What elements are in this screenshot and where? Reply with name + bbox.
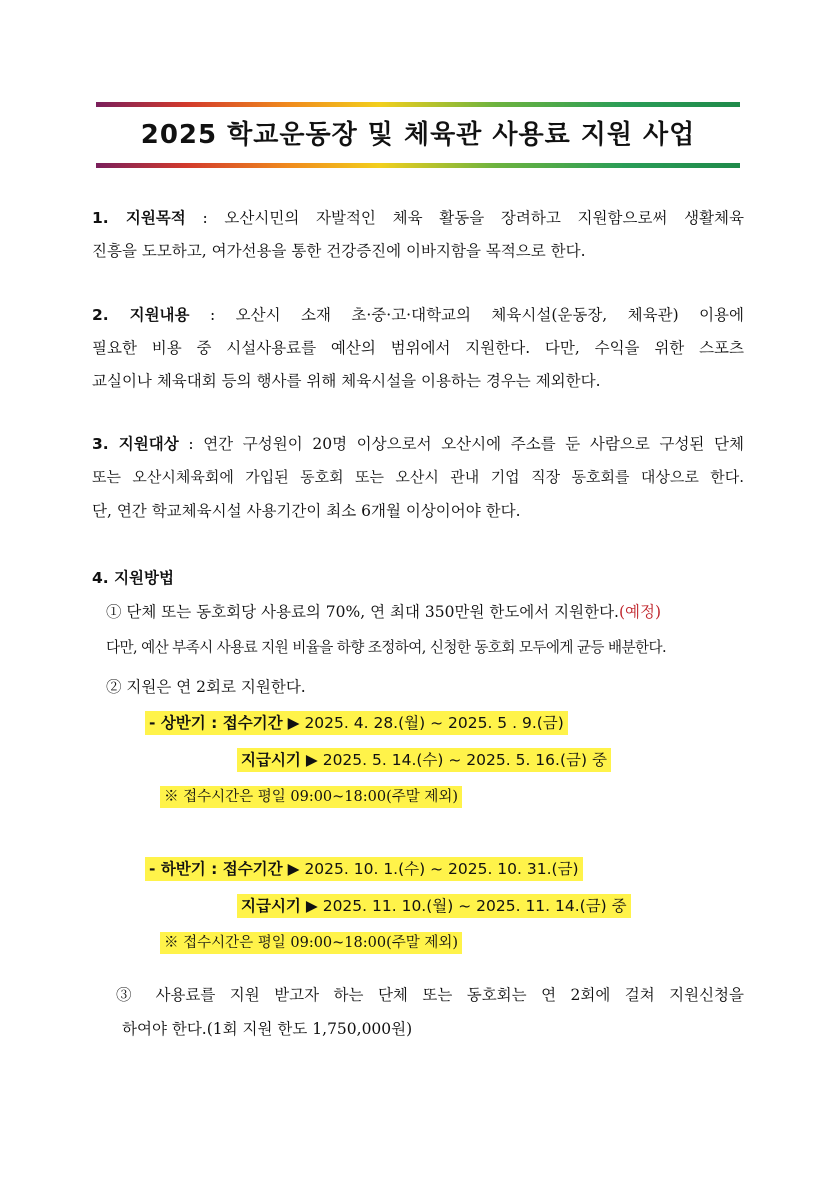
section-3-label: 3. 지원대상 [92,435,179,453]
second-half-note: ※ 접수시간은 평일 09:00~18:00(주말 제외) [160,932,462,954]
planned-tag: (예정) [619,603,662,621]
page-title: 2025 학교운동장 및 체육관 사용료 지원 사업 [140,120,696,150]
first-half-note: ※ 접수시간은 평일 09:00~18:00(주말 제외) [160,786,462,808]
section-3-text-1: : 연간 구성원이 20명 이상으로서 오산시에 주소를 둔 사람으로 구성된 단체 [178,435,744,453]
second-half-pay-label: 지급시기 [241,897,301,915]
section-1-line-2: 진흥을 도모하고, 여가선용을 통한 건강증진에 이바지함을 목적으로 한다. [92,242,586,260]
section-4-item-1-note: 다만, 예산 부족시 사용료 지원 비율을 하향 조정하여, 신청한 동호회 모두에게 균등 배분한다. [106,639,666,656]
section-4-item-1 [106,601,661,623]
first-half-apply-period: 2025. 4. 28.(월) ~ 2025. 5 . 9.(금) [304,714,564,732]
first-half-label: - 상반기 : 접수기간 [149,714,283,732]
section-4-item-2: ② 지원은 연 2회로 지원한다. [106,678,306,696]
second-half-pay-period: 2025. 11. 10.(월) ~ 2025. 11. 14.(금) 중 [322,897,627,915]
section-2-line-3: 교실이나 체육대회 등의 행사를 위해 체육시설을 이용하는 경우는 제외한다. [92,372,601,390]
title-bottom-rule [96,163,740,168]
arrow-icon: ▶ [305,897,318,915]
section-3-line-3: 단, 연간 학교체육시설 사용기간이 최소 6개월 이상이어야 한다. [92,502,521,520]
section-1-text-1: : 오산시민의 자발적인 체육 활동을 장려하고 지원함으로써 생활체육 [185,209,744,227]
first-half-pay-period: 2025. 5. 14.(수) ~ 2025. 5. 16.(금) 중 [322,751,607,769]
second-half-pay-row [237,894,631,918]
title-top-rule [96,102,740,107]
section-4-label: 4. 지원방법 [92,569,174,587]
second-half-apply-row [145,857,583,881]
first-half-apply-row [145,711,568,735]
section-4-item-1-text: ① 단체 또는 동호회당 사용료의 70%, 연 최대 350만원 한도에서 지원한다. [106,603,619,621]
section-1-label: 1. 지원목적 [92,209,186,227]
section-2-line-2: 필요한 비용 중 시설사용료를 예산의 범위에서 지원한다. 다만, 수익을 위한 스포츠 [92,339,744,357]
second-half-apply-period: 2025. 10. 1.(수) ~ 2025. 10. 31.(금) [304,860,579,878]
arrow-icon: ▶ [287,860,300,878]
section-2-line-1 [92,304,744,326]
section-1-line-1 [92,207,744,229]
section-4-item-3-line-2: 하여야 한다.(1회 지원 한도 1,750,000원) [122,1020,413,1038]
arrow-icon: ▶ [305,751,318,769]
section-3-line-1 [92,433,744,455]
section-3-line-2: 또는 오산시체육회에 가입된 동호회 또는 오산시 관내 기업 직장 동호회를 대상으로 한다. [92,468,744,486]
arrow-icon: ▶ [287,714,300,732]
first-half-pay-label: 지급시기 [241,751,301,769]
section-2-text-1: : 오산시 소재 초·중·고·대학교의 체육시설(운동장, 체육관) 이용에 [189,306,745,324]
first-half-pay-row [237,748,611,772]
section-4-item-3-line-1: ③ 사용료를 지원 받고자 하는 단체 또는 동호회는 연 2회에 걸쳐 지원신청을 [116,986,744,1004]
second-half-label: - 하반기 : 접수기간 [149,860,283,878]
section-2-label: 2. 지원내용 [92,306,190,324]
